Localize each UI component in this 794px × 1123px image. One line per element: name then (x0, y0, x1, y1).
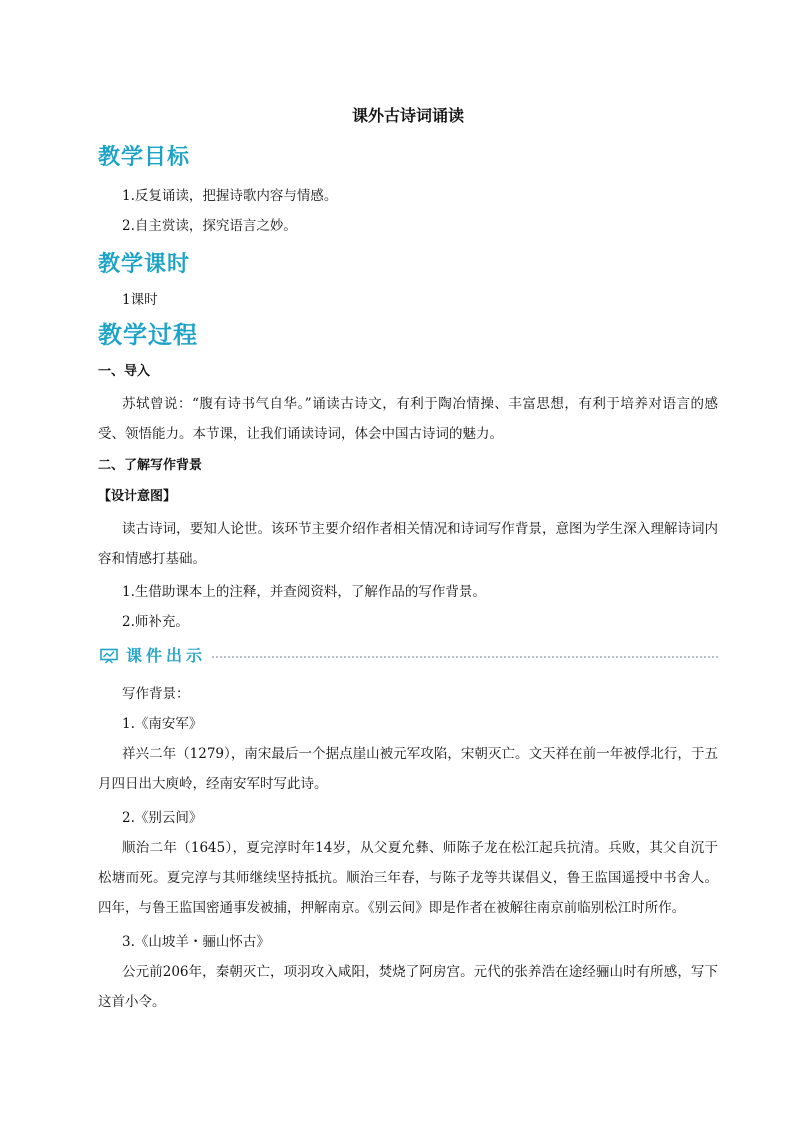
section-background-heading: 二、了解写作背景 (98, 458, 203, 473)
poem-1-title: 1.《南安军》 (122, 716, 203, 732)
courseware-banner (98, 644, 718, 670)
poem-1-background: 祥兴二年（1279），南宋最后一个据点崖山被元军攻陷，宋朝灭亡。文天祥在前一年被俘北行，于五月四日出大庾岭，经南安军时写此诗。 (98, 746, 718, 792)
document-title: 课外古诗词诵读 (351, 106, 464, 125)
design-intent-heading: 【设计意图】 (98, 489, 177, 504)
poem-2-title: 2.《别云间》 (122, 810, 203, 826)
background-step-2: 2.师补充。 (122, 614, 189, 630)
courseware-label: 课件出示 (126, 646, 207, 665)
heading-teaching-goals: 教学目标 (98, 145, 191, 170)
dotted-divider (212, 656, 718, 658)
intro-paragraph: 苏轼曾说：“腹有诗书气自华。”诵读古诗文，有利于陶冶情操、丰富思想，有利于培养对语言的感受、领悟能力。本节课，让我们诵读诗词，体会中国古诗词的魅力。 (98, 396, 718, 442)
goal-item-1: 1.反复诵读，把握诗歌内容与情感。 (122, 188, 338, 204)
design-intent-paragraph: 读古诗词，要知人论世。该环节主要介绍作者相关情况和诗词写作背景，意图为学生深入理解诗词内容和情感打基础。 (98, 521, 718, 567)
poem-2-background: 顺治二年（1645），夏完淳时年14岁，从父夏允彝、师陈子龙在松江起兵抗清。兵败，其父自沉于松塘而死。夏完淳与其师继续坚持抵抗。顺治三年春，与陈子龙等共谋倡义，鲁王监国遥授中书舍人。四年，与鲁王监国密通事发被捕，押解南京。《别云间》即是作者在被解往南京前临别松江时所作。 (98, 840, 718, 916)
poem-3-title: 3.《山坡羊・骊山怀古》 (122, 934, 270, 950)
goal-item-2: 2.自主赏读，探究语言之妙。 (122, 218, 297, 234)
section-intro-heading: 一、导入 (98, 364, 151, 379)
heading-teaching-hours: 教学课时 (98, 252, 191, 277)
presentation-board-icon (100, 648, 118, 664)
poem-3-background: 公元前206年，秦朝灭亡，项羽攻入咸阳，焚烧了阿房宫。元代的张养浩在途经骊山时有所感，写下这首小令。 (98, 964, 718, 1010)
writing-background-label: 写作背景： (122, 686, 190, 702)
heading-teaching-process: 教学过程 (98, 321, 198, 349)
background-step-1: 1.生借助课本上的注释，并查阅资料，了解作品的写作背景。 (122, 584, 486, 600)
hours-value: 1课时 (122, 292, 158, 308)
